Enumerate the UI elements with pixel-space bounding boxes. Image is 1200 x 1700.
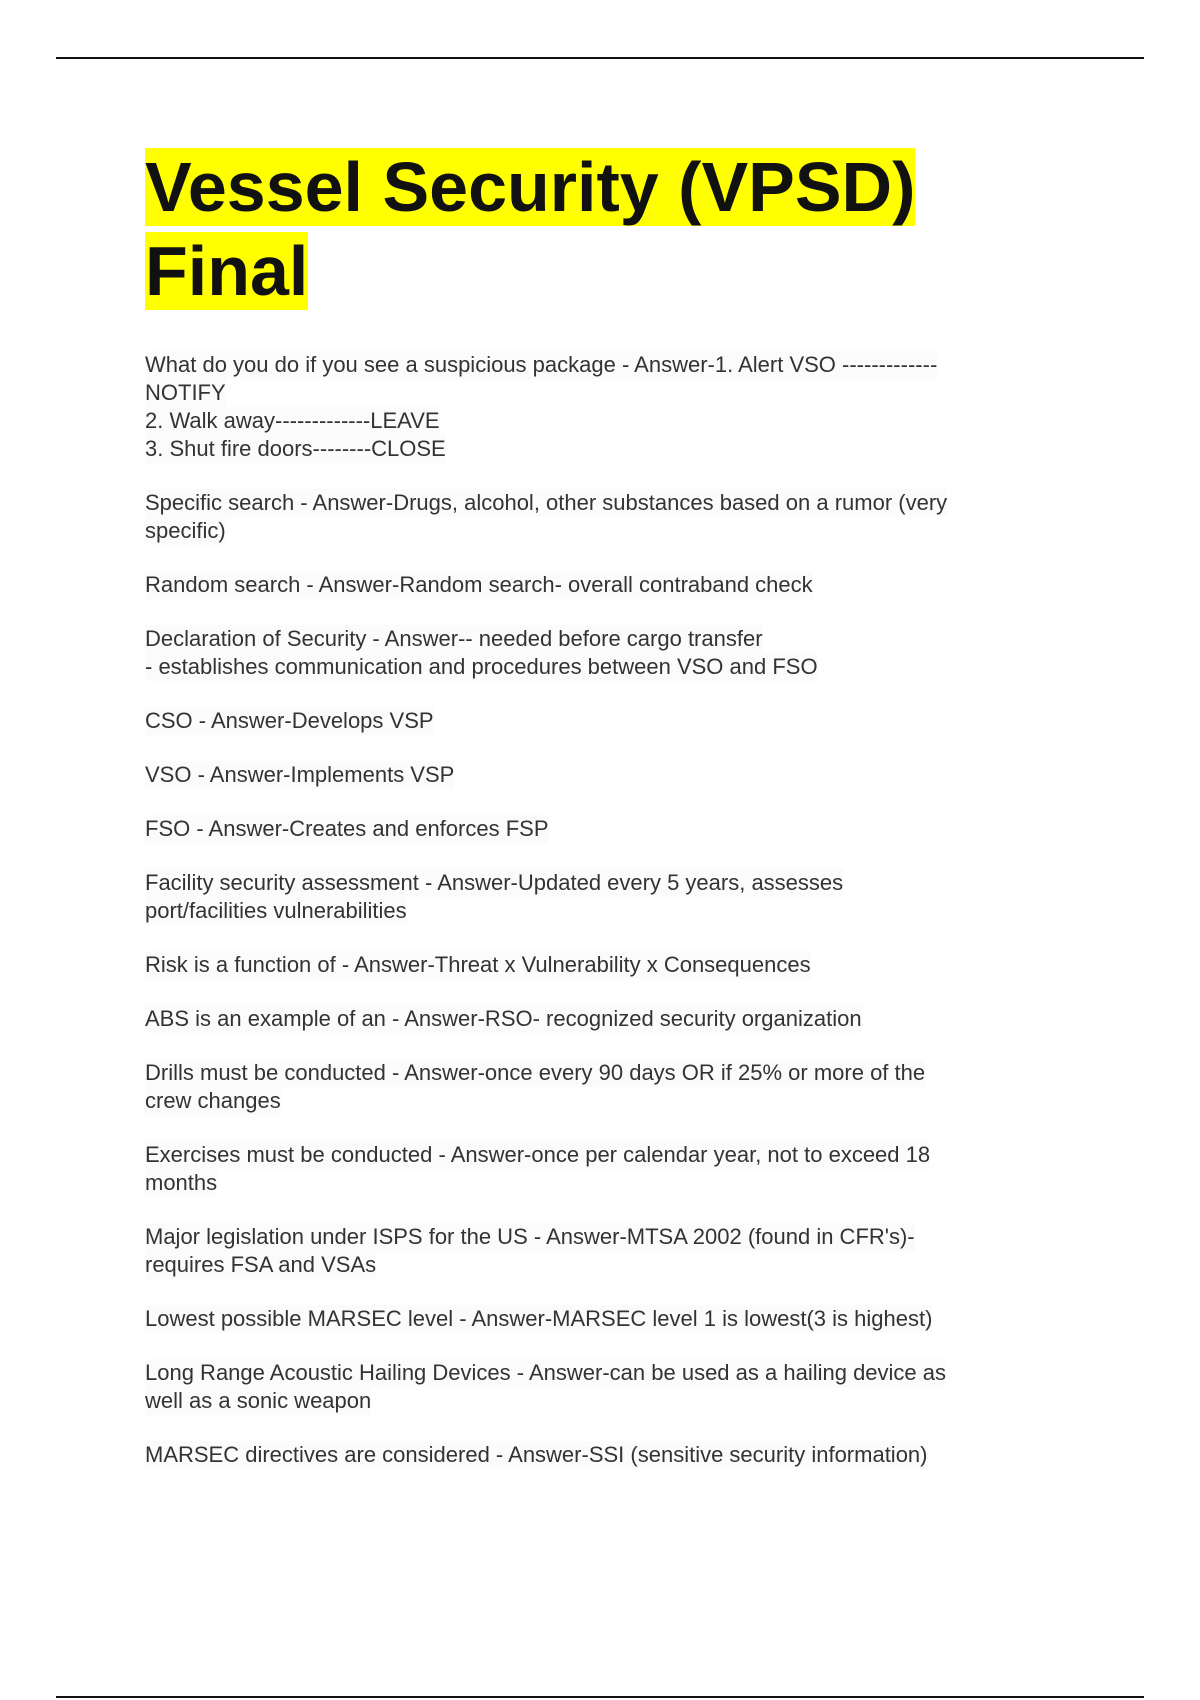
qa-entry: [145, 625, 1045, 681]
qa-entry: [145, 869, 1045, 925]
qa-line: ABS is an example of an - Answer-RSO- recognized security organization: [145, 1006, 862, 1031]
qa-entry: [145, 1005, 1045, 1033]
bottom-rule: [56, 1696, 1144, 1698]
qa-line: VSO - Answer-Implements VSP: [145, 762, 455, 787]
qa-entry: [145, 1141, 1045, 1197]
qa-entry: [145, 1059, 1045, 1115]
top-rule: [56, 57, 1144, 59]
title-line-1: Vessel Security (VPSD): [145, 148, 916, 226]
qa-entry: [145, 1223, 1045, 1279]
qa-line: Risk is a function of - Answer-Threat x Vulnerability x Consequences: [145, 952, 811, 977]
qa-line: well as a sonic weapon: [145, 1388, 372, 1413]
qa-line: requires FSA and VSAs: [145, 1252, 377, 1277]
qa-line: port/facilities vulnerabilities: [145, 898, 407, 923]
qa-line: Exercises must be conducted - Answer-once per calendar year, not to exceed 18: [145, 1142, 931, 1167]
qa-line: months: [145, 1170, 218, 1195]
qa-line: Drills must be conducted - Answer-once every 90 days OR if 25% or more of the: [145, 1060, 926, 1085]
qa-line: Major legislation under ISPS for the US - Answer-MTSA 2002 (found in CFR's)-: [145, 1224, 915, 1249]
title-line-2: Final: [145, 232, 309, 310]
qa-entry: [145, 1359, 1045, 1415]
qa-line: 3. Shut fire doors--------CLOSE: [145, 436, 446, 461]
qa-line: FSO - Answer-Creates and enforces FSP: [145, 816, 549, 841]
qa-entry: [145, 489, 1045, 545]
document-body: [145, 145, 1045, 1495]
qa-line: Long Range Acoustic Hailing Devices - Answer-can be used as a hailing device as: [145, 1360, 947, 1385]
qa-entry: [145, 707, 1045, 735]
qa-line: specific): [145, 518, 226, 543]
qa-line: Specific search - Answer-Drugs, alcohol, other substances based on a rumor (very: [145, 490, 948, 515]
qa-entry: [145, 1441, 1045, 1469]
qa-line: CSO - Answer-Develops VSP: [145, 708, 434, 733]
document-title: [145, 145, 1045, 313]
qa-line: Random search - Answer-Random search- overall contraband check: [145, 572, 813, 597]
qa-line: MARSEC directives are considered - Answer-SSI (sensitive security information): [145, 1442, 928, 1467]
qa-list: [145, 351, 1045, 1469]
qa-line: Facility security assessment - Answer-Updated every 5 years, assesses: [145, 870, 844, 895]
qa-entry: [145, 1305, 1045, 1333]
qa-entry: [145, 951, 1045, 979]
qa-entry: [145, 815, 1045, 843]
qa-entry: [145, 351, 1045, 463]
qa-line: - establishes communication and procedures between VSO and FSO: [145, 654, 818, 679]
qa-line: What do you do if you see a suspicious package - Answer-1. Alert VSO -------------: [145, 352, 938, 377]
qa-line: NOTIFY: [145, 380, 226, 405]
qa-line: crew changes: [145, 1088, 281, 1113]
qa-line: Lowest possible MARSEC level - Answer-MARSEC level 1 is lowest(3 is highest): [145, 1306, 933, 1331]
qa-entry: [145, 761, 1045, 789]
qa-line: 2. Walk away-------------LEAVE: [145, 408, 440, 433]
qa-line: Declaration of Security - Answer-- needed before cargo transfer: [145, 626, 763, 651]
qa-entry: [145, 571, 1045, 599]
